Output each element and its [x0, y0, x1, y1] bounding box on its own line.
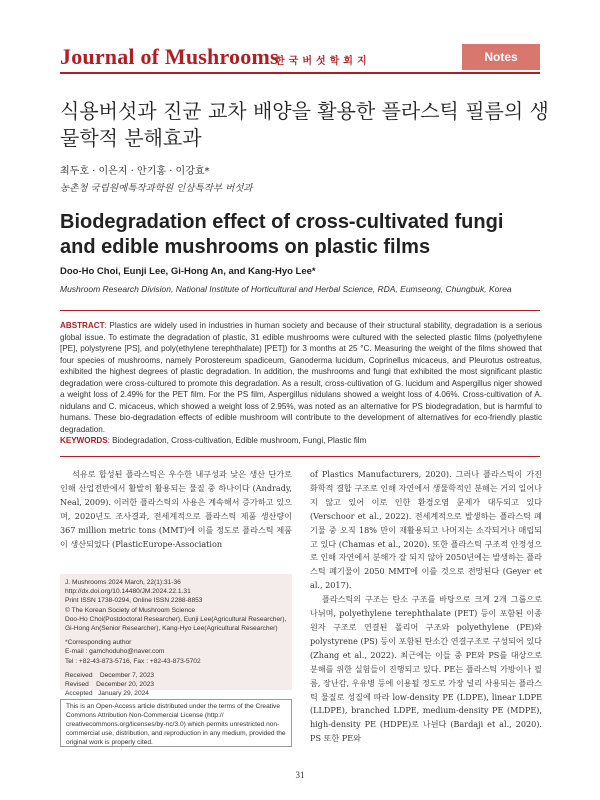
society-name-korean: 한국버섯학회지: [275, 56, 371, 67]
journal-title: Journal of Mushrooms: [60, 44, 279, 69]
body-column-right: [310, 468, 542, 746]
author-roles: Gi-Hong An(Senior Researcher), Kang-Hyo Lee(Agricultural Researcher): [65, 625, 278, 633]
body-column-left: [60, 468, 292, 551]
abstract-top-divider: [60, 310, 540, 311]
page-number: 31: [295, 770, 305, 780]
copyright: © The Korean Society of Mushroom Science: [65, 606, 196, 614]
keywords-text: : Biodegradation, Cross-cultivation, Edible mushroom, Fungi, Plastic film: [107, 436, 367, 445]
article-info-box: [60, 574, 292, 698]
abstract-label: ABSTRACT: [60, 321, 105, 330]
authors-korean: 최두호 · 이은지 · 안기홍 · 이강효*: [60, 166, 210, 177]
affiliation-korean: 농촌청 국립원예특작과학원 인삼특작부 버섯과: [60, 183, 253, 194]
tel-fax: Tel : +82-43-873-5716, Fax : +82-43-873-5702: [65, 657, 201, 665]
license-box: This is an Open-Access article distributed under the terms of the Creative Commons Attribution Non-Commercial License (http:// creativecommons.org/licenses/by-nc/3.0) which permits unrestricted non-commercial use, distribution, and reproduction in any medium, provided the original work is properly cited.: [60, 699, 292, 747]
authors-english: Doo-Ho Choi, Eunji Lee, Gi-Hong An, and Kang-Hyo Lee*: [60, 266, 316, 277]
keywords-label: KEYWORDS: [60, 436, 108, 445]
abstract: [60, 320, 542, 435]
accepted-date: Accepted January 29, 2024: [65, 690, 149, 698]
keywords: [60, 436, 542, 445]
section-tab-notes: Notes: [462, 44, 540, 70]
body-paragraph: 석유로 합성된 플라스틱은 우수한 내구성과 낮은 생산 단가로 인해 산업전반에서 활발히 활용되는 물질 중 하나이다 (Andrady, Neal, 2009). 이러한 플라스틱의 사용은 계속해서 증가하고 있으며, 2020년도 조사결과, 전세계적으로 플라스틱 제품 생산량이 367 million metric tons (MMT)에 이를 정도로 플라스틱 제품이 생산되었다 (PlasticEurope-Association: [60, 469, 292, 549]
body-paragraph: of Plastics Manufacturers, 2020). 그러나 플라스틱이 가진 화학적 결합 구조로 인해 자연에서 생물학적인 분해는 거의 일어나지 않고 있어 이로 인한 환경오염 문제가 대두되고 있다 (Verschoor et al., 2022). 전세계적으로 발생하는 플라스틱 폐기물 중 오직 18% 만이 재활용되고 나머지는 소각되거나 매립되고 있다 (Chamas et al., 2020). 또한 플라스틱 구조적 안정성으로 인해 자연에서 분해가 잘 되지 않아 2050년에는 발생하는 플라스틱 폐기물이 2050 MMT에 이를 것으로 전망된다 (Geyer et al., 2017).: [310, 469, 542, 591]
article-title-korean: 식용버섯과 진균 교차 배양을 활용한 플라스틱 필름의 생물학적 분해효과: [60, 99, 549, 150]
header-divider: [60, 72, 540, 74]
citation: J. Mushrooms 2024 March, 22(1):31-36: [65, 579, 181, 586]
received-date: Received December 7, 2023: [65, 671, 155, 679]
abstract-text: : Plastics are widely used in industries in human society and because of their structural stability, degradation is a serious global issue. To estimate the degradation of plastic, 31 edible mushrooms were cultured with the selected plastic films (polyethylene [PE], polystyrene [PS], and poly(ethylene terephthalate) [PET]) for 3 months at 25 °C. Measuring the weight of the films showed that four species of mushrooms, namely Porostereum spadiceum, Ganoderma lucidum, Coprinellus micaceus, and Pleurotus ostreatus, exhibited the highest degrees of plastic degradation. In addition, the mushrooms and fungi that exhibited the most significant plastic degradation were cross-cultured to promote this degradation. As a result, cross-cultivation of G. lucidum and Aspergillus niger showed a weight loss of 2.49% for the PET film. For the PS film, Aspergillus nidulans showed a weight loss of 4.06%. Cross-cultivation of A. nidulans and C. micaceus, which showed a weight loss of 2.95%, was noted as an alternative for PS biodegradation, but is harmful to humans. These bio-degradation effects of edible mushroom will contribute to the development of alternatives for eco-friendly plastic degradation.: [60, 321, 542, 434]
article-title-english: Biodegradation effect of cross-cultivated fungi and edible mushrooms on plastic films: [60, 211, 504, 258]
abstract-bottom-divider: [60, 456, 540, 457]
email[interactable]: E-mail : gamchoduho@naver.com: [65, 648, 165, 656]
body-paragraph: 플라스틱의 구조는 탄소 구조를 바탕으로 크게 2개 그룹으로 나뉘며, polyethylene terephthalate (PET) 등이 포함된 이종원자 구조로 연결된 폴리머 구조와 polyethylene (PE)와 polystyrene (PS) 등이 포함된 탄소간 연결구조로 구성되어 있다 (Zhang et al., 2022). 최근에는 이들 중 PE와 PS를 대상으로 분해를 위한 실험들이 진행되고 있다. PE는 플라스틱 가방이나 필름, 장난감, 우유병 등에 이용될 정도로 가장 널리 사용되는 플라스틱 물질로 성질에 따라 low-density PE (LDPE), linear LDPE (LLDPE), branched LDPE, medium-density PE (MDPE), high-density PE (HDPE)로 나뉜다 (Bardaji et al., 2020). PS 또한 PE와: [310, 594, 542, 744]
doi-link[interactable]: http://dx.doi.org/10.14480/JM.2024.22.1.31: [65, 588, 191, 596]
revised-date: Revised December 20, 2023: [65, 681, 155, 689]
issn: Print ISSN 1738-0294, Online ISSN 2288-8853: [65, 597, 203, 605]
corresponding-label: *Corresponding author: [65, 639, 132, 647]
author-roles: Doo-Ho Choi(Postdoctoral Researcher), Eunji Lee(Agricultural Researcher),: [65, 615, 287, 623]
affiliation-english: Mushroom Research Division, National Institute of Horticultural and Herbal Science, RDA, Eumseong, Chungbuk, Korea: [60, 284, 512, 294]
